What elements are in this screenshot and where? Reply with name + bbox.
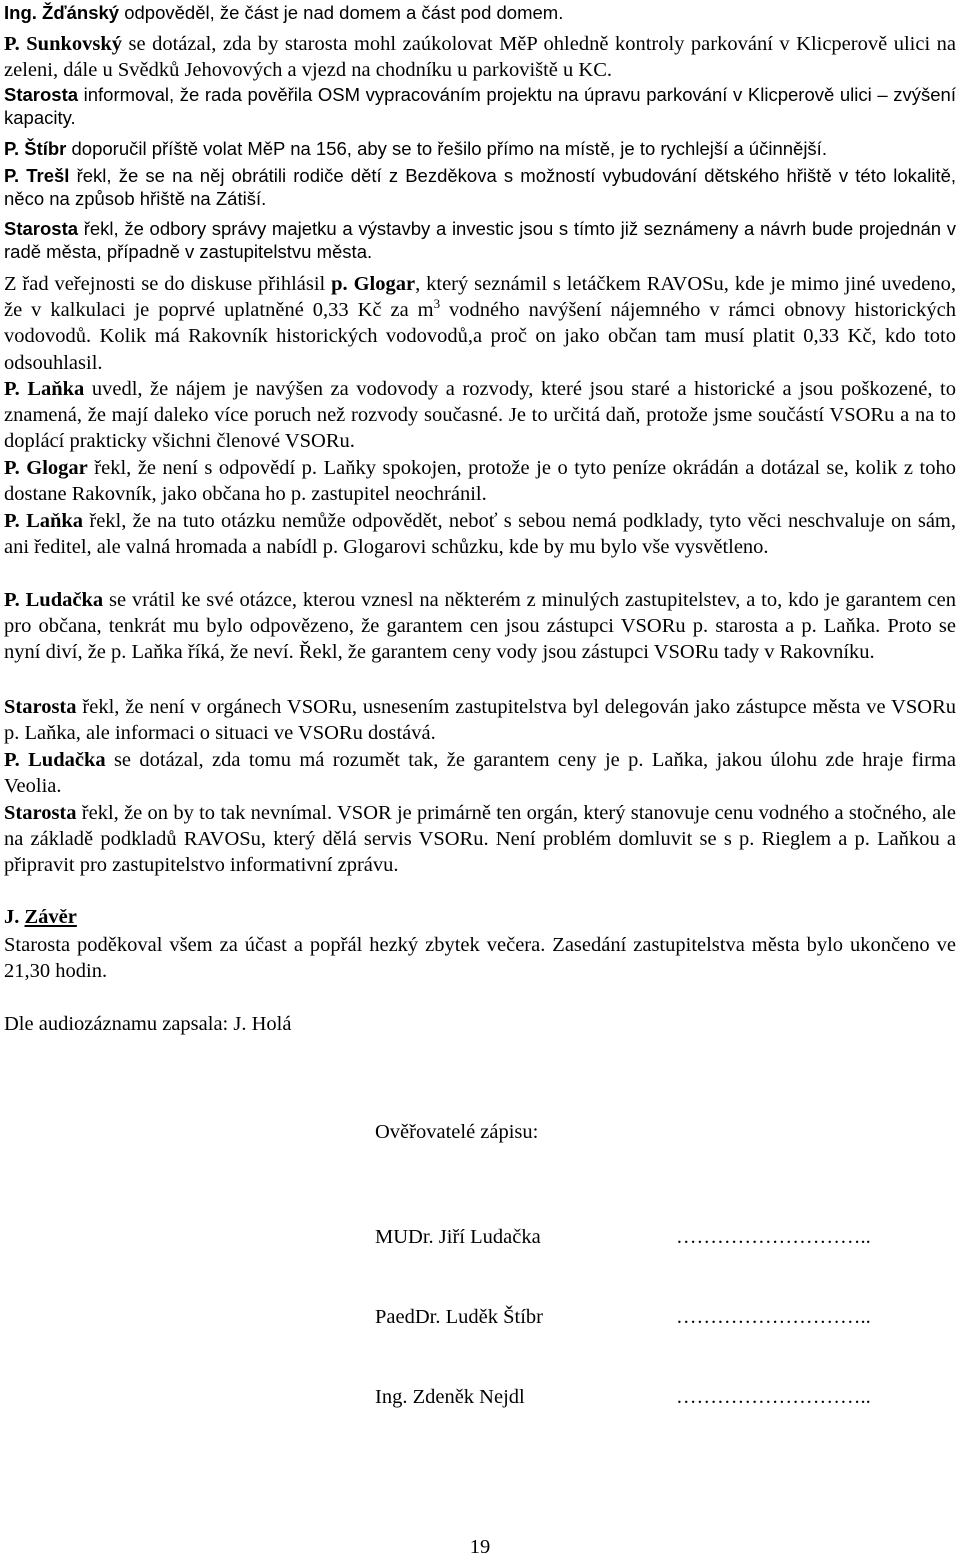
para-starosta-osm	[4, 84, 956, 129]
paragraph-text: se vrátil ke své otázce, kterou vznesl na některém z minulých zastupitelstev, a to, kdo je garantem cen pro občana, tenkrát mu bylo odpovězeno, že garantem cen jsou zástupci VSORu p. starosta a p. Laňka. Proto se nyní diví, že p. Laňka říká, že neví. Řekl, že garantem ceny vody jsou zástupci VSORu tady v Rakovníku.	[4, 589, 956, 664]
closing-paragraph: Starosta poděkoval všem za účast a popřál hezký zbytek večera. Zasedání zastupitelstva města bylo ukončeno ve 21,30 hodin.	[4, 934, 956, 983]
paragraph-text: řekl, že odbory správy majetku a výstavby a investic jsou s tímto již seznámeny a návrh bude projednán v radě města, případně v zastupitelstvu města.	[4, 218, 956, 262]
paragraph-text: doporučil příště volat MěP na 156, aby se to řešilo přímo na místě, je to rychlejší a účinnější.	[66, 138, 827, 159]
paragraph-text: řekl, že není s odpovědí p. Laňky spokojen, protože je o tyto peníze okrádán a dotázal se, kolik z toho dostane Rakovník, jako občana ho p. zastupitel neochránil.	[4, 457, 956, 506]
para-sunkovsky	[4, 31, 956, 83]
speaker-name: P. Ludačka	[4, 589, 104, 611]
verifier-name: PaedDr. Luděk Štíbr	[375, 1306, 543, 1328]
signature-line: ………………………..	[676, 1226, 871, 1248]
verifier-name: Ing. Zdeněk Nejdl	[375, 1386, 525, 1408]
recorded-by: Dle audiozáznamu zapsala: J. Holá	[4, 1013, 292, 1035]
verifier-name: MUDr. Jiří Ludačka	[375, 1226, 541, 1248]
paragraph-text: , který seznámil s letáčkem RAVOSu, kde je mimo jiné uvedeno, že v kalkulaci je poprvé uplatněné 0,33 Kč za m	[4, 273, 956, 322]
speaker-name: P. Ludačka	[4, 749, 106, 771]
paragraph-text: vodného navýšení nájemného v rámci obnovy historických vodovodů. Kolik má Rakovník historických vodovodů,a proč on jako občan tam musí platit 0,33 Kč, kdo toto odsouhlasil.	[4, 299, 956, 374]
paragraph-text: Z řad veřejnosti se do diskuse přihlásil	[4, 273, 332, 295]
speaker-name: P. Laňka	[4, 510, 84, 532]
speaker-name: p. Glogar	[331, 273, 416, 295]
para-tresl	[4, 165, 956, 210]
paragraph-text: se dotázal, zda by starosta mohl zaúkolovat MěP ohledně kontroly parkování v Klicperově ulici na zeleni, dále u Svědků Jehovových a vjezd na chodníku u parkoviště u KC.	[4, 33, 956, 82]
paragraph-text: se dotázal, zda tomu má rozumět tak, že garantem ceny je p. Laňka, jakou úlohu zde hraje firma Veolia.	[4, 749, 956, 798]
signature-line: ………………………..	[676, 1306, 871, 1328]
para-glogar-2	[4, 455, 956, 507]
para-glogar-1	[4, 271, 956, 376]
speaker-name: P. Trešl	[4, 165, 70, 186]
paragraph-text: řekl, že on by to tak nevnímal. VSOR je primárně ten orgán, který stanovuje cenu vodného a stočného, ale na základě podkladů RAVOSu, který dělá servis VSORu. Není problém domluvit se s p. Rieglem a p. Laňkou a připravit pro zastupitelstvo informativní zprávu.	[4, 802, 956, 877]
verifiers-label: Ověřovatelé zápisu:	[375, 1121, 539, 1143]
page-number: 19	[469, 1536, 491, 1558]
speaker-name: P. Glogar	[4, 457, 88, 479]
para-starosta-vsor	[4, 694, 956, 746]
para-ludacka-1	[4, 587, 956, 666]
para-starosta-nevnimal	[4, 800, 956, 879]
paragraph-text: řekl, že se na něj obrátili rodiče dětí z Bezděkova s možností vybudování dětského hřiště v této lokalitě, něco na způsob hřiště na Zátiší.	[4, 165, 957, 209]
speaker-name: P. Laňka	[4, 378, 85, 400]
signature-line: ………………………..	[676, 1386, 871, 1408]
speaker-name: Starosta	[4, 84, 79, 105]
paragraph-text: řekl, že není v orgánech VSORu, usnesením zastupitelstva byl delegován jako zástupce města ve VSORu p. Laňka, ale informaci o situaci ve VSORu dostává.	[4, 696, 956, 745]
paragraph-text: odpověděl, že část je nad domem a část pod domem.	[119, 2, 564, 23]
para-starosta-odbory	[4, 218, 956, 263]
speaker-name: Starosta	[4, 802, 77, 824]
superscript: 3	[433, 296, 441, 312]
section-number: J.	[4, 906, 20, 928]
speaker-name: P. Sunkovský	[4, 33, 123, 55]
speaker-name: Starosta	[4, 696, 77, 718]
paragraph-text: uvedl, že nájem je navýšen za vodovody a rozvody, které jsou staré a historické a jsou poškozené, to znamená, že mají daleko více poruch než rozvody současné. Je to určitá daň, protože jsme součástí VSORu a na to doplácí prakticky všichni členové VSORu.	[4, 378, 956, 453]
para-stibr	[4, 138, 956, 161]
section-title: Závěr	[24, 906, 77, 928]
paragraph-text: řekl, že na tuto otázku nemůže odpovědět, neboť s sebou nemá podklady, tyto věci neschvaluje on sám, ani ředitel, ale valná hromada a nabídl p. Glogarovi schůzku, kde by mu bylo vše vysvětleno.	[4, 510, 956, 559]
section-heading	[4, 906, 77, 929]
para-lanka-1	[4, 376, 956, 455]
speaker-name: P. Štíbr	[4, 138, 67, 159]
para-lanka-2	[4, 508, 956, 560]
paragraph-text: informoval, že rada pověřila OSM vypracováním projektu na úpravu parkování v Klicperově ulici – zvýšení kapacity.	[4, 84, 956, 128]
speaker-name: Ing. Žďánský	[4, 2, 120, 23]
para-ludacka-2	[4, 747, 956, 799]
para-zdansky	[4, 2, 956, 25]
speaker-name: Starosta	[4, 218, 79, 239]
